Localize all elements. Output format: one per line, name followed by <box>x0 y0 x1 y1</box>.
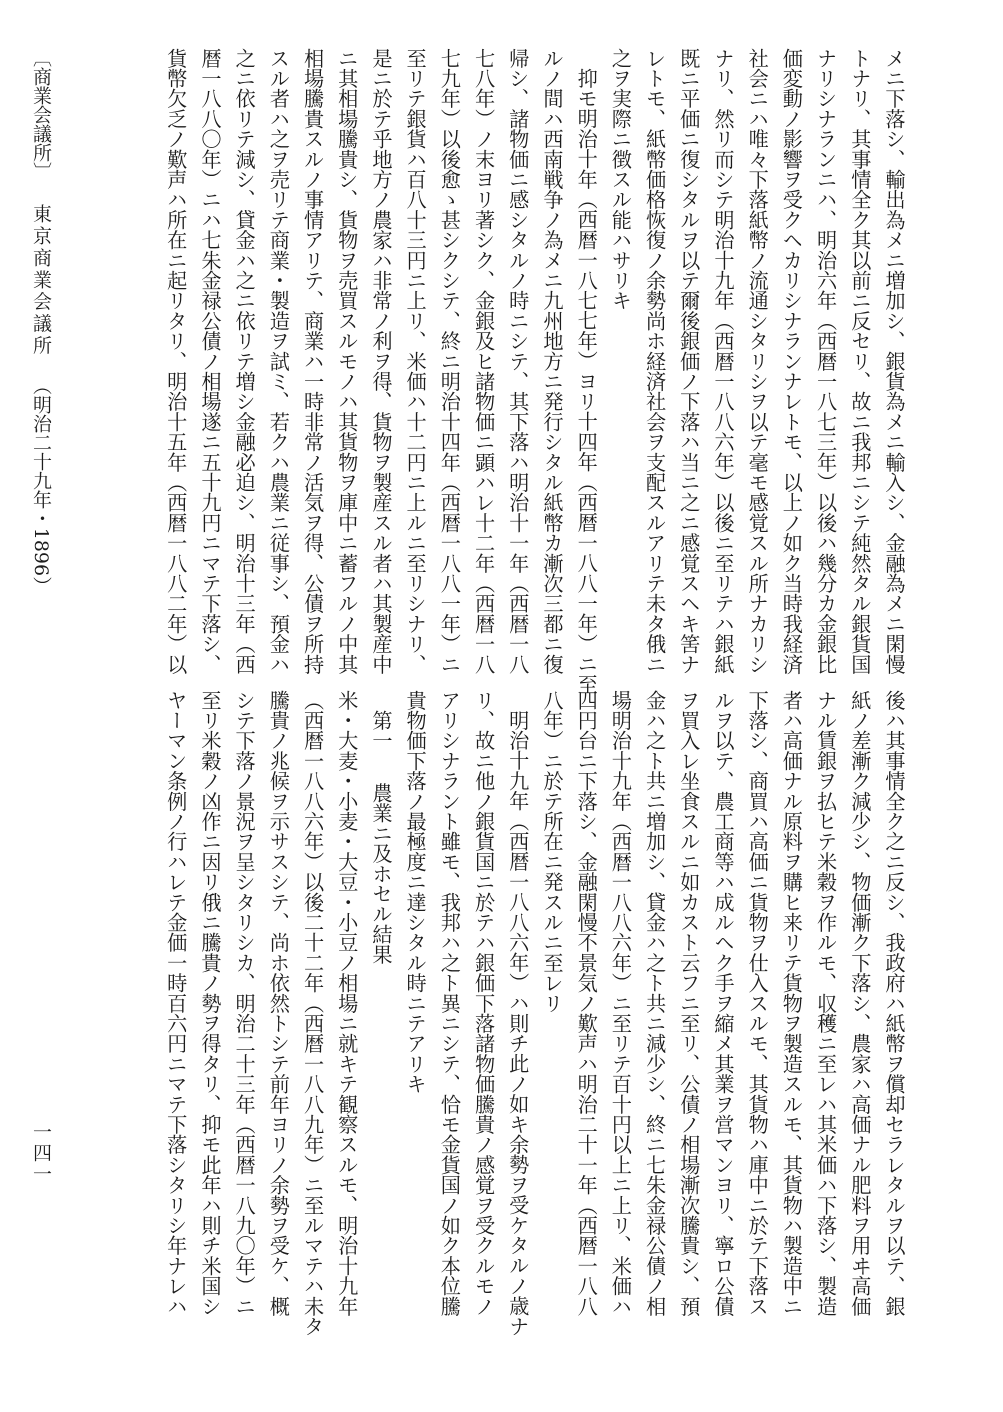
text-line: 暦一八八〇年）ニハ七朱金禄公債ノ相場遂ニ五十九円ニマテ下落シ、 <box>197 48 222 675</box>
text-line: 之ニ依リテ減シ、貸金ハ之ニ依リテ増シ金融必迫シ、明治十三年（西 <box>232 48 257 675</box>
text-line: 四円台ニ下落シ、金融閑慢不景気ノ歎声ハ明治二十一年（西暦一八八 <box>574 690 599 1317</box>
text-line: 紙ノ差漸ク減少シ、物価漸ク下落シ、農家ハ高価ナル肥料ヲ用ヰ高価 <box>847 690 872 1317</box>
top-text-block <box>163 48 911 695</box>
page-number: 一四一 <box>30 1122 52 1185</box>
text-line: 貨幣欠乏ノ歎声ハ所在ニ起リタリ、明治十五年（西暦一八八二年）以 <box>163 48 188 675</box>
text-line: 明治十九年（西暦一八八六年）ハ則チ此ノ如キ余勢ヲ受ケタルノ歳ナ <box>505 710 530 1337</box>
text-line: 貴物価下落ノ最極度ニ達シタル時ニテアリキ <box>403 690 428 1094</box>
section-title: 農業ニ及ホセル結果 <box>368 782 393 965</box>
text-line: 者ハ高価ナル原料ヲ購ヒ来リテ貨物ヲ製造スルモ、其貨物ハ製造中ニ <box>779 690 804 1317</box>
text-line: 後ハ其事情全ク之ニ反シ、我政府ハ紙幣ヲ償却セラレタルヲ以テ、銀 <box>882 690 906 1317</box>
text-line: 至リテ銀貨ハ百八十三円ニ上リ、米価ハ十二円ニ上ルニ至リシナリ、 <box>403 48 428 675</box>
text-line: 之ヲ実際ニ徴スル能ハサリキ <box>608 48 633 311</box>
text-line: 金ハ之ト共ニ増加シ、貸金ハ之ト共ニ減少シ、終ニ七朱金禄公債ノ相 <box>642 690 667 1317</box>
text-line: トナリ、其事情全ク其以前ニ反セリ、故ニ我邦ニシテ純然タル銀貨国 <box>847 48 872 675</box>
source-footer <box>28 48 54 595</box>
section-number: 第一 <box>368 710 393 751</box>
text-line: 帰シ、諸物価ニ感シタルノ時ニシテ、其下落ハ明治十一年（西暦一八 <box>505 48 530 675</box>
text-line: レトモ、紙幣価格恢復ノ余勢尚ホ経済社会ヲ支配スルアリテ未タ俄ニ <box>642 48 667 675</box>
text-line: 下落シ、商買ハ高価ニ貨物ヲ仕入スルモ、其貨物ハ庫中ニ於テ下落ス <box>745 690 770 1317</box>
text-line: （西暦一八八六年）以後二十二年（西暦一八八九年）ニ至ルマテハ未タ <box>300 690 325 1337</box>
text-line: ナル賃銀ヲ払ヒテ米穀ヲ作ルモ、収穫ニ至レハ其米価ハ下落シ、製造 <box>813 690 838 1317</box>
text-line: 抑モ明治十年（西暦一八七七年）ヨリ十四年（西暦一八八一年）ニ至 <box>574 68 599 695</box>
text-line: 是ニ於テ乎地方ノ農家ハ非常ノ利ヲ得、貨物ヲ製産スル者ハ其製産中 <box>368 48 393 675</box>
text-line: ニ其相場騰貴シ、貨物ヲ売買スルモノハ其貨物ヲ庫中ニ蓄フルノ中其 <box>334 48 359 675</box>
text-line: 価変動ノ影響ヲ受クヘカリシナランナレトモ、以上ノ如ク当時我経済 <box>779 48 804 675</box>
text-line: 既ニ平価ニ復シタルヲ以テ爾後銀価ノ下落ハ当ニ之ニ感覚スヘキ筈ナ <box>676 48 701 675</box>
text-line: リ、故ニ他ノ銀貨国ニ於テハ銀価下落諸物価騰貴ノ感覚ヲ受クルモノ <box>471 690 496 1317</box>
text-line: 米・大麦・小麦・大豆・小豆ノ相場ニ就キテ観察スルモ、明治十九年 <box>334 690 359 1317</box>
text-line: 七八年）ノ末ヨリ著シク、金銀及ヒ諸物価ニ顕ハレ十二年（西暦一八 <box>471 48 496 675</box>
text-line: アリシナラント雖モ、我邦ハ之ト異ニシテ、恰モ金貨国ノ如ク本位騰 <box>437 690 462 1317</box>
text-line: 騰貴ノ兆候ヲ示サスシテ、尚ホ依然トシテ前年ヨリノ余勢ヲ受ケ、概 <box>266 690 291 1317</box>
text-line: 八年）ニ於テ所在ニ発スルニ至レリ <box>539 690 564 1014</box>
bottom-text-block <box>101 690 911 1337</box>
text-line: ヲ買入レ坐食スルニ如カスト云フニ至リ、公債ノ相場漸次騰貴シ、預 <box>676 690 701 1317</box>
text-line: ナリシナランニハ、明治六年（西暦一八七三年）以後ハ幾分カ金銀比 <box>813 48 838 675</box>
text-line: 至リ米穀ノ凶作ニ因リ俄ニ騰貴ノ勢ヲ得タリ、抑モ此年ハ則チ米国シ <box>197 690 222 1317</box>
text-line: スル者ハ之ヲ売リテ商業・製造ヲ試ミ、若クハ農業ニ従事シ、預金ハ <box>266 48 291 675</box>
text-line: シテ下落ノ景況ヲ呈シタリシカ、明治二十三年（西暦一八九〇年）ニ <box>232 690 257 1317</box>
source-bracket: 〔商業会議所〕 <box>30 48 52 181</box>
text-line: ルヲ以テ、農工商等ハ成ルヘク手ヲ縮メ其業ヲ営マンヨリ、寧ロ公債 <box>710 690 735 1317</box>
source-organization: 東京商業会議所 <box>30 203 52 357</box>
section-heading <box>364 690 398 1330</box>
text-line: 社会ニハ唯々下落紙幣ノ流通シタリシヲ以テ毫モ感覚スル所ナカリシ <box>745 48 770 675</box>
text-line: ヤーマン条例ノ行ハレテ金価一時百六円ニマテ下落シタリシ年ナレハ <box>163 690 188 1317</box>
text-line: 相場騰貴スルノ事情アリテ、商業ハ一時非常ノ活気ヲ得、公債ヲ所持 <box>300 48 325 675</box>
source-date: （明治二十九年・1896） <box>30 375 52 596</box>
text-line: 場明治十九年（西暦一八八六年）ニ至リテ百十円以上ニ上リ、米価ハ <box>608 690 633 1317</box>
text-line: 七九年）以後愈ゝ甚シクシテ、終ニ明治十四年（西暦一八八一年）ニ <box>437 48 462 675</box>
text-line: メニ下落シ、輸出為メニ増加シ、銀貨為メニ輸入シ、金融為メニ閑慢 <box>882 48 906 675</box>
text-line: ナリ、然リ而シテ明治十九年（西暦一八八六年）以後ニ至リテハ銀紙 <box>710 48 735 675</box>
text-line: ルノ間ハ西南戦争ノ為メニ九州地方ニ発行シタル紙幣カ漸次三都ニ復 <box>539 48 564 675</box>
